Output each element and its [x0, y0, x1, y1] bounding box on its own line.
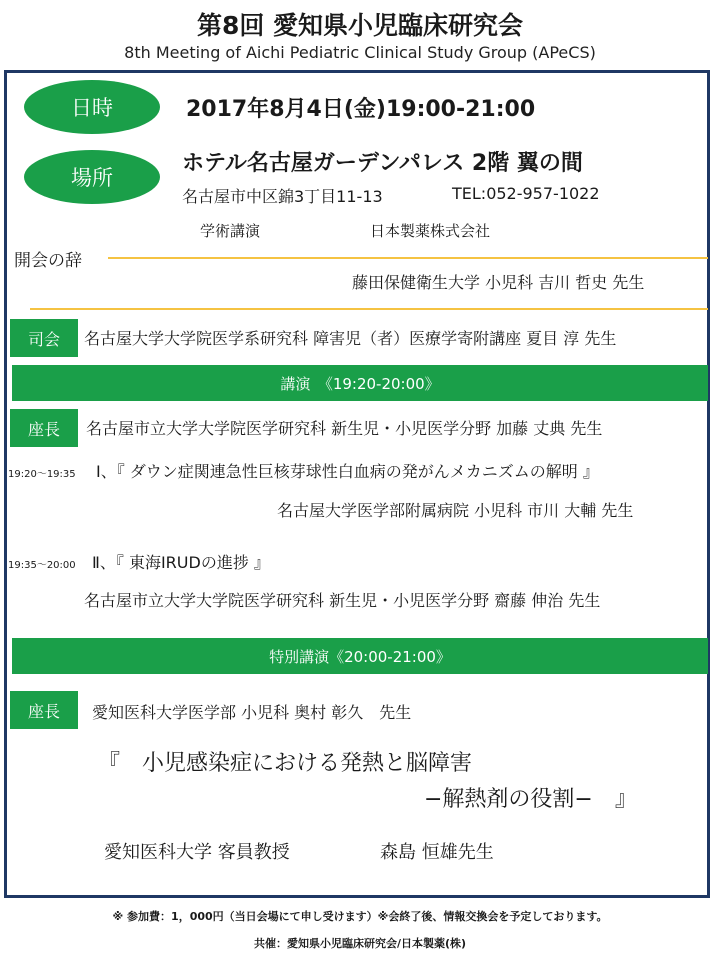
lecture-chair-tag — [10, 409, 78, 447]
special-chair-label: 座長 — [27, 701, 60, 721]
venue-badge — [24, 150, 160, 204]
special-lecture-bar-label: 特別講演《20:00-21:00》 — [269, 647, 451, 666]
talk-time: 19:35～20:00 — [8, 560, 76, 571]
footer-note: ※ 参加費：1，000円（当日会場にて申し受けます）※会終了後、情報交換会を予定しております。 — [112, 910, 608, 923]
lecture-bar — [12, 365, 708, 401]
datetime-value: 2017年8月4日(金)19:00-21:00 — [186, 97, 536, 122]
datetime-badge — [24, 80, 160, 134]
sponsor-label: 学術講演 — [200, 222, 261, 240]
special-title-line1: 『 小児感染症における発熱と脳障害 — [98, 751, 473, 776]
sponsor-value: 日本製薬株式会社 — [370, 222, 491, 240]
page-title: 第8回 愛知県小児臨床研究会 — [196, 11, 524, 40]
special-chair: 愛知医科大学医学部 小児科 奥村 彰久 先生 — [92, 703, 412, 722]
special-speaker-affiliation: 愛知医科大学 客員教授 — [104, 842, 290, 863]
venue-label: 場所 — [71, 166, 113, 190]
talk-time: 19:20～19:35 — [8, 469, 76, 480]
page-subtitle: 8th Meeting of Aichi Pediatric Clinical Study Group (APeCS) — [124, 43, 596, 62]
footer-cohost: 共催：愛知県小児臨床研究会/日本製薬(株) — [253, 937, 467, 950]
section-divider — [30, 308, 708, 310]
talk-title: Ⅰ、『 ダウン症関連急性巨核芽球性白血病の発がんメカニズムの解明 』 — [96, 462, 599, 481]
talk-speaker: 名古屋大学医学部附属病院 小児科 市川 大輔 先生 — [277, 501, 634, 520]
lecture-bar-label: 講演 《19:20-20:00》 — [280, 374, 440, 393]
venue-name: ホテル名古屋ガーデンパレス 2階 翼の間 — [182, 151, 583, 176]
mc-value: 名古屋大学大学院医学系研究科 障害児（者）医療学寄附講座 夏目 淳 先生 — [84, 329, 617, 348]
talk-speaker: 名古屋市立大学大学院医学研究科 新生児・小児医学分野 齋藤 伸治 先生 — [84, 591, 601, 610]
special-title-line2: −解熱剤の役割− 』 — [424, 787, 637, 812]
special-speaker-name: 森島 恒雄先生 — [380, 842, 494, 863]
opening-speaker: 藤田保健衛生大学 小児科 吉川 哲史 先生 — [352, 273, 645, 292]
mc-tag — [10, 319, 78, 357]
mc-label: 司会 — [27, 329, 60, 349]
opening-label: 開会の辞 — [14, 251, 82, 271]
talk-title: Ⅱ、『 東海IRUDの進捗 』 — [92, 553, 270, 572]
datetime-label: 日時 — [71, 96, 113, 120]
lecture-chair-label: 座長 — [27, 419, 60, 439]
lecture-chair: 名古屋市立大学大学院医学研究科 新生児・小児医学分野 加藤 丈典 先生 — [86, 419, 603, 438]
venue-tel: TEL:052-957-1022 — [452, 184, 600, 203]
special-chair-tag — [10, 691, 78, 729]
opening-rule — [108, 257, 708, 259]
special-lecture-bar — [12, 638, 708, 674]
venue-address: 名古屋市中区錦3丁目11-13 — [182, 187, 383, 206]
